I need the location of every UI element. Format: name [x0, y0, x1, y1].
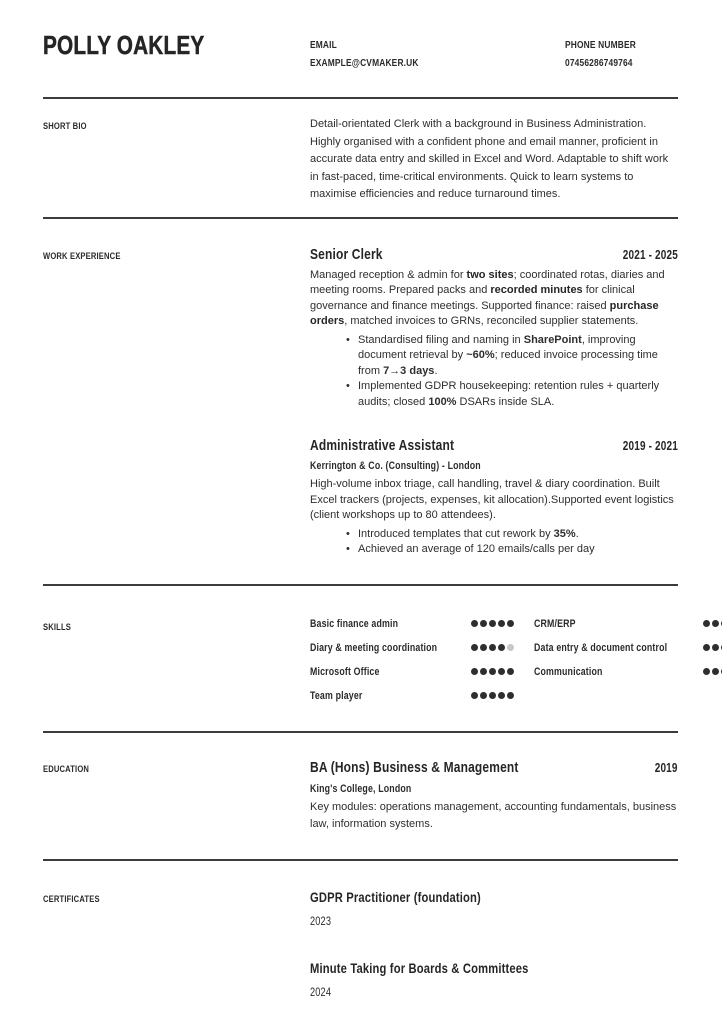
section-skills — [43, 617, 678, 713]
dot-filled-icon — [712, 668, 719, 675]
divider — [43, 584, 678, 586]
dot-filled-icon — [507, 620, 514, 627]
dot-filled-icon — [489, 668, 496, 675]
dot-filled-icon — [489, 620, 496, 627]
school-name: King's College, London — [310, 782, 412, 795]
dot-filled-icon — [712, 644, 719, 651]
section-certificates — [43, 889, 678, 1000]
job-period: 2019 - 2021 — [622, 439, 678, 453]
divider — [43, 731, 678, 733]
skill-name: Microsoft Office — [310, 665, 380, 678]
email-block — [310, 30, 565, 71]
job-title: Senior Clerk — [310, 245, 383, 263]
bullet-item: • Implemented GDPR housekeeping: retention rules + quarterly audits; closed 100% DSARs inside SLA. — [346, 379, 678, 410]
job-bullet-list — [310, 333, 678, 411]
phone-block — [565, 30, 678, 71]
job-entry — [310, 437, 678, 558]
dot-filled-icon — [471, 692, 478, 699]
skill-name: Data entry & document control — [534, 641, 668, 654]
skill-rating-dots — [469, 620, 514, 627]
skill-rating-dots — [701, 644, 722, 651]
work-experience-content — [310, 246, 678, 558]
certificates-content — [310, 889, 678, 1000]
skill-name: CRM/ERP — [534, 617, 576, 630]
name-block — [43, 30, 310, 60]
bullet-item: • Achieved an average of 120 emails/calls per day — [346, 542, 678, 558]
person-name: POLLY OAKLEY — [43, 30, 205, 60]
education-content — [310, 759, 678, 833]
section-label-education: EDUCATION — [43, 763, 90, 775]
dot-filled-icon — [498, 692, 505, 699]
skill-name: Communication — [534, 665, 603, 678]
header — [43, 30, 678, 71]
dot-filled-icon — [489, 644, 496, 651]
divider — [43, 97, 678, 99]
dot-filled-icon — [489, 692, 496, 699]
phone-value: 07456286749764 — [565, 57, 633, 69]
skill-row — [310, 689, 514, 703]
email-value: EXAMPLE@CVMAKER.UK — [310, 57, 419, 69]
skill-row — [310, 641, 514, 655]
dot-filled-icon — [480, 644, 487, 651]
skill-row — [310, 617, 514, 631]
skill-rating-dots — [469, 692, 514, 699]
job-title: Administrative Assistant — [310, 437, 455, 454]
skills-column-left — [310, 617, 514, 713]
section-label-skills: SKILLS — [43, 621, 71, 633]
skill-row — [534, 617, 722, 631]
section-label-work-experience: WORK EXPERIENCE — [43, 250, 121, 262]
skill-row — [534, 641, 722, 655]
certificate-year: 2023 — [310, 915, 332, 928]
section-short-bio — [43, 116, 678, 204]
education-details: Key modules: operations management, accounting fundamentals, business law, information systems. — [310, 800, 677, 830]
skills-grid — [310, 617, 722, 713]
job-company: Kerrington & Co. (Consulting) - London — [310, 460, 481, 472]
section-education — [43, 759, 678, 833]
skill-row — [310, 665, 514, 679]
skill-rating-dots — [701, 620, 722, 627]
dot-filled-icon — [712, 620, 719, 627]
job-description: Managed reception & admin for two sites; coordinated rotas, diaries and meeting rooms. Prepared packs and recorded minutes for clinical governance and finance meetings. Supported finance: raised purchase orders, matched invoices to GRNs, reconciled supplier statements. — [310, 268, 665, 327]
skill-rating-dots — [469, 644, 514, 651]
dot-empty-icon — [507, 644, 514, 651]
job-period: 2021 - 2025 — [622, 247, 678, 262]
section-work-experience — [43, 246, 678, 558]
dot-filled-icon — [703, 644, 710, 651]
divider — [43, 217, 678, 219]
skill-name: Basic finance admin — [310, 617, 399, 630]
dot-filled-icon — [507, 668, 514, 675]
skill-name: Team player — [310, 689, 363, 702]
certificate-entry — [310, 889, 678, 929]
dot-filled-icon — [471, 668, 478, 675]
education-header — [310, 759, 678, 777]
dot-filled-icon — [498, 620, 505, 627]
dot-filled-icon — [507, 692, 514, 699]
bullet-item: • Introduced templates that cut rework by 35%. — [346, 527, 678, 543]
email-label: EMAIL — [310, 39, 337, 51]
job-description: High-volume inbox triage, call handling, travel & diary coordination. Built Excel trackers (projects, expenses, kit allocation).Supported event logistics (client workshops up to 80 attendees). — [310, 478, 674, 521]
skill-row — [534, 665, 722, 679]
dot-filled-icon — [480, 620, 487, 627]
dot-filled-icon — [471, 644, 478, 651]
dot-filled-icon — [703, 620, 710, 627]
phone-label: PHONE NUMBER — [565, 39, 636, 51]
divider — [43, 859, 678, 861]
skill-rating-dots — [469, 668, 514, 675]
section-label-certificates: CERTIFICATES — [43, 893, 100, 905]
dot-filled-icon — [498, 668, 505, 675]
skill-name: Diary & meeting coordination — [310, 641, 438, 654]
job-header — [310, 437, 678, 455]
job-bullet-list — [310, 527, 678, 558]
dot-filled-icon — [703, 668, 710, 675]
dot-filled-icon — [471, 620, 478, 627]
degree-title: BA (Hons) Business & Management — [310, 758, 519, 776]
job-entry — [310, 246, 678, 411]
section-label-short-bio: SHORT BIO — [43, 121, 87, 132]
short-bio-text: Detail-orientated Clerk with a background in Business Administration. Highly organised with a confident phone and email manner, proficient in accurate data entry and skilled in Excel and Word. Adaptable to shift work in fast-paced, time-critical environments. Quick to learn systems to maximise efficiencies and reduce turnaround times. — [310, 118, 669, 200]
certificate-title: GDPR Practitioner (foundation) — [310, 888, 481, 905]
dot-filled-icon — [498, 644, 505, 651]
certificate-entry — [310, 960, 678, 1000]
certificate-title: Minute Taking for Boards & Committees — [310, 959, 529, 976]
dot-filled-icon — [480, 692, 487, 699]
skills-column-right — [534, 617, 722, 689]
skill-rating-dots — [701, 668, 722, 675]
certificate-year: 2024 — [310, 986, 332, 999]
job-header — [310, 246, 678, 264]
bullet-item: • Standardised filing and naming in SharePoint, improving document retrieval by ~60%; reduced invoice processing time from 7→3 days. — [346, 333, 678, 380]
dot-filled-icon — [480, 668, 487, 675]
degree-year: 2019 — [655, 760, 678, 775]
